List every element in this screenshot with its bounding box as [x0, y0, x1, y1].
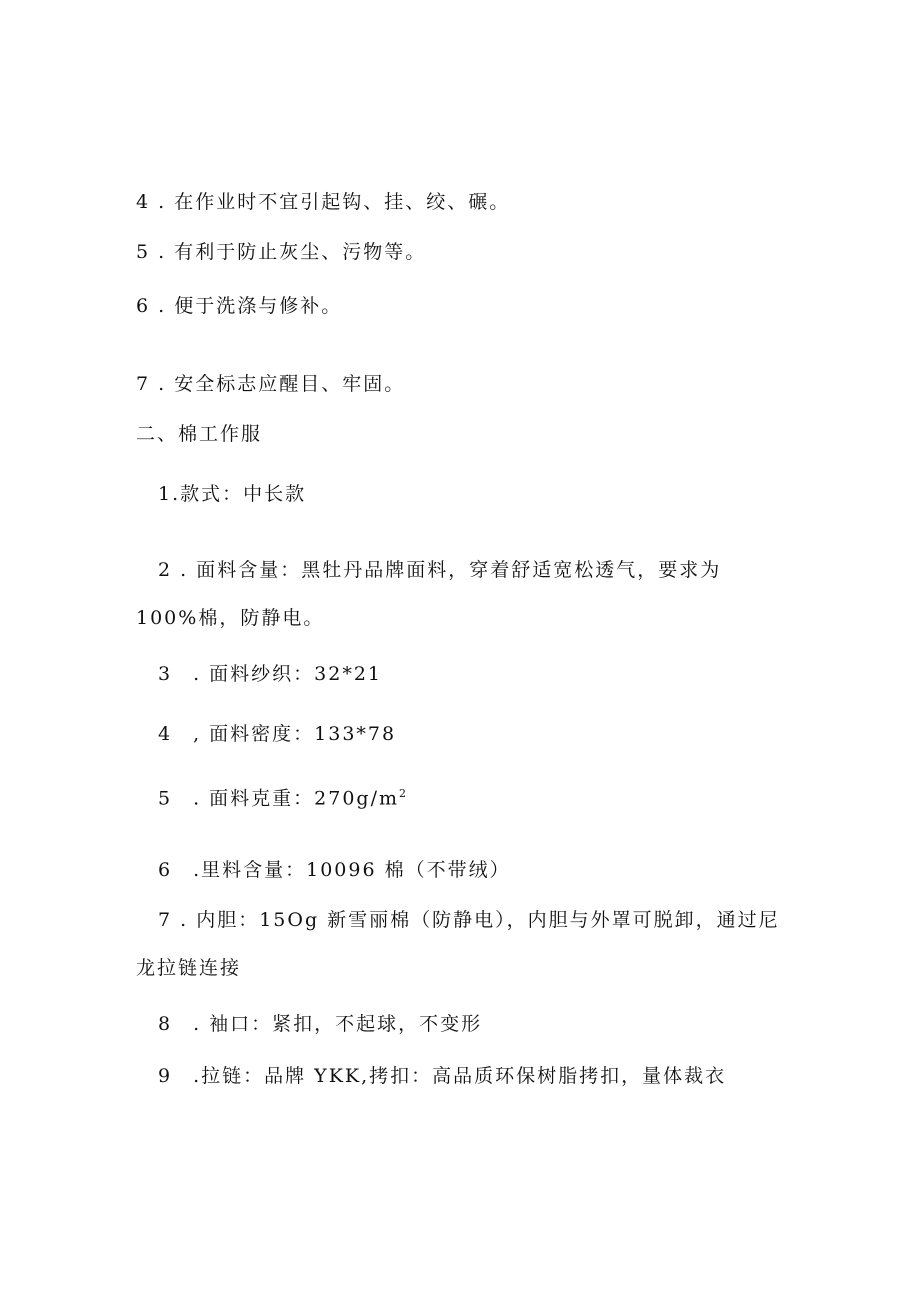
style-line: 1.款式：中长款 [158, 483, 307, 505]
section-heading-cotton-workwear: 二、棉工作服 [136, 423, 263, 445]
fabric-content-line-cont: 100%棉，防静电。 [136, 607, 325, 629]
fabric-content-line: 2 . 面料含量：黑牡丹品牌面料，穿着舒适宽松透气，要求为 [158, 559, 722, 581]
item-6-line: 6 . 便于洗涤与修补。 [136, 295, 343, 317]
yarn-count-line: 3 . 面料纱织：32*21 [158, 663, 383, 685]
cuff-line: 8 . 袖口：紧扣，不起球，不变形 [158, 1013, 483, 1035]
inner-liner-line: 7 . 内胆：15Og 新雪丽棉（防静电），内胆与外罩可脱卸，通过尼 [158, 909, 780, 931]
zipper-line: 9 .拉链：品牌 YKK,拷扣：高品质环保树脂拷扣，量体裁衣 [158, 1065, 727, 1087]
lining-content-line: 6 .里料含量：10096 棉（不带绒） [158, 859, 511, 881]
superscript-2: 2 [399, 787, 407, 800]
fabric-density-line: 4 , 面料密度：133*78 [158, 723, 397, 745]
item-7-line: 7 . 安全标志应醒目、牢固。 [136, 373, 406, 395]
inner-liner-line-cont: 龙拉链连接 [136, 957, 242, 979]
item-4-line: 4 . 在作业时不宜引起钩、挂、绞、碾。 [136, 191, 511, 213]
fabric-weight-line [158, 782, 406, 810]
item-5-line: 5 . 有利于防止灰尘、污物等。 [136, 241, 427, 263]
fabric-weight-text: 5 . 面料克重：270g∕m [158, 787, 400, 810]
